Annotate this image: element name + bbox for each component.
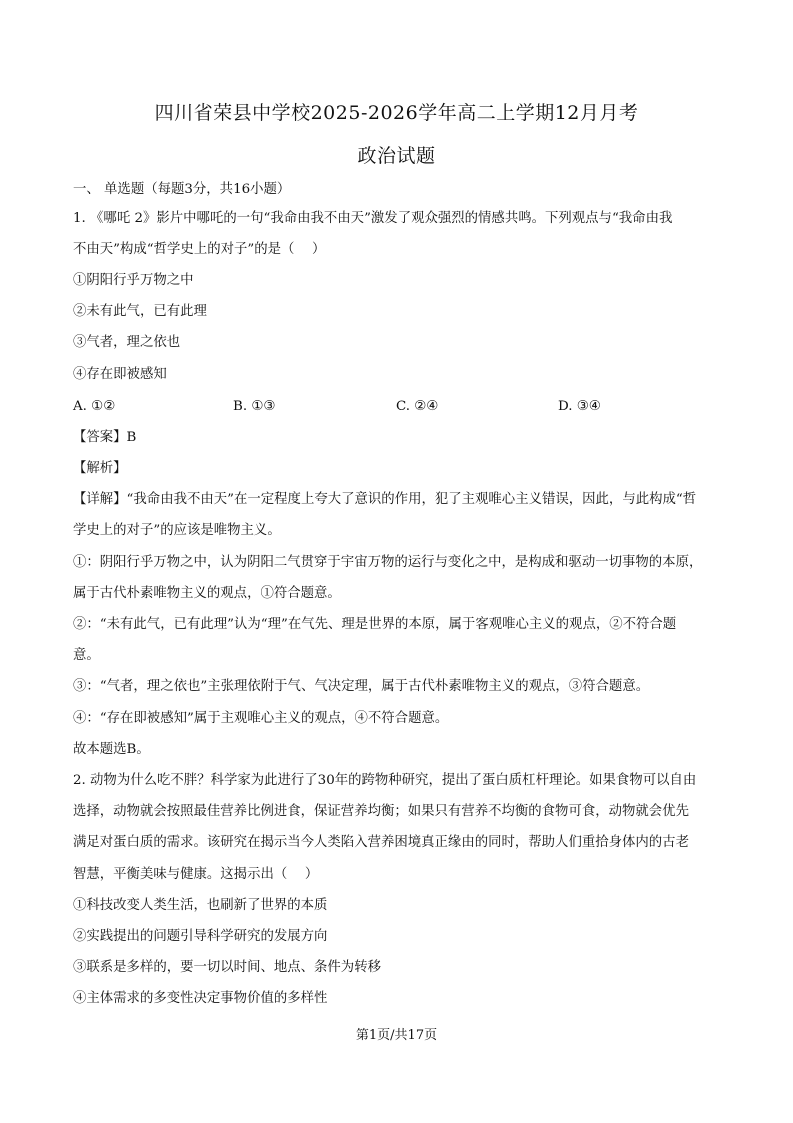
section-heading: 一、 单选题（每题3分，共16小题） <box>73 182 291 197</box>
exam-title: 四川省荣县中学校2025-2026学年高二上学期12月月考 <box>154 102 639 124</box>
q1-detail-line2: 学史上的对子”的应该是唯物主义。 <box>73 523 281 538</box>
q2-stem-line2: 选择，动物就会按照最佳营养比例进食，保证营养均衡；如果只有营养不均衡的食物可食，动物就会优先 <box>73 804 689 819</box>
q1-point2-line1: ②：“未有此气，已有此理”认为“理”在气先、理是世界的本原，属于客观唯心主义的观点，②不符合题 <box>73 617 677 632</box>
q1-point2-line2: 意。 <box>73 648 100 663</box>
q1-analysis-label: 【解析】 <box>73 461 127 476</box>
q1-point1-line1: ①：阴阳行乎万物之中，认为阴阳二气贯穿于宇宙万物的运行与变化之中，是构成和驱动一切事物的本原， <box>73 555 703 570</box>
q1-option-c: C. ②④ <box>396 399 439 414</box>
q1-stem-line1: 1. 《哪吒 2》影片中哪吒的一句“我命由我不由天”激发了观众强烈的情感共鸣。下列观点与“我命由我 <box>73 211 673 226</box>
q1-statement-4: ④存在即被感知 <box>73 367 167 382</box>
q1-answer: 【答案】B <box>73 430 137 445</box>
q1-point3: ③：“气者，理之依也”主张理依附于气、气决定理，属于古代朴素唯物主义的观点，③符合题意。 <box>73 679 650 694</box>
q1-option-b: B. ①③ <box>233 399 276 414</box>
q1-point1-line2: 属于古代朴素唯物主义的观点，①符合题意。 <box>73 586 341 601</box>
q1-statement-3: ③气者，理之依也 <box>73 335 181 350</box>
q1-statement-1: ①阴阳行乎万物之中 <box>73 273 194 288</box>
q2-statement-3: ③联系是多样的，要一切以时间、地点、条件为转移 <box>73 960 381 975</box>
q2-statement-1: ①科技改变人类生活，也刷新了世界的本质 <box>73 898 328 913</box>
q1-conclusion: 故本题选B。 <box>73 742 150 757</box>
q1-point4: ④：“存在即被感知”属于主观唯心主义的观点，④不符合题意。 <box>73 711 449 726</box>
q1-detail-line1: 【详解】“我命由我不由天”在一定程度上夸大了意识的作用，犯了主观唯心主义错误，因此，与此构成“哲 <box>73 492 697 507</box>
page-footer: 第1页/共17页 <box>355 1028 438 1043</box>
q2-stem-line3: 满足对蛋白质的需求。该研究在揭示当今人类陷入营养困境真正缘由的同时，帮助人们重拾身体内的古老 <box>73 835 689 850</box>
q1-option-d: D. ③④ <box>558 399 601 414</box>
q1-stem-line2: 不由天”构成“哲学史上的对子”的是（ ） <box>73 242 326 257</box>
exam-subtitle: 政治试题 <box>357 145 436 167</box>
q2-stem-line4: 智慧，平衡美味与健康。这揭示出（ ） <box>73 867 319 882</box>
q2-statement-2: ②实践提出的问题引导科学研究的发展方向 <box>73 929 328 944</box>
q1-statement-2: ②未有此气，已有此理 <box>73 304 207 319</box>
q2-statement-4: ④主体需求的多变性决定事物价值的多样性 <box>73 991 328 1006</box>
q2-stem-line1: 2. 动物为什么吃不胖？科学家为此进行了30年的跨物种研究，提出了蛋白质杠杆理论。如果食物可以自由 <box>73 773 697 788</box>
q1-option-a: A. ①② <box>73 399 116 414</box>
